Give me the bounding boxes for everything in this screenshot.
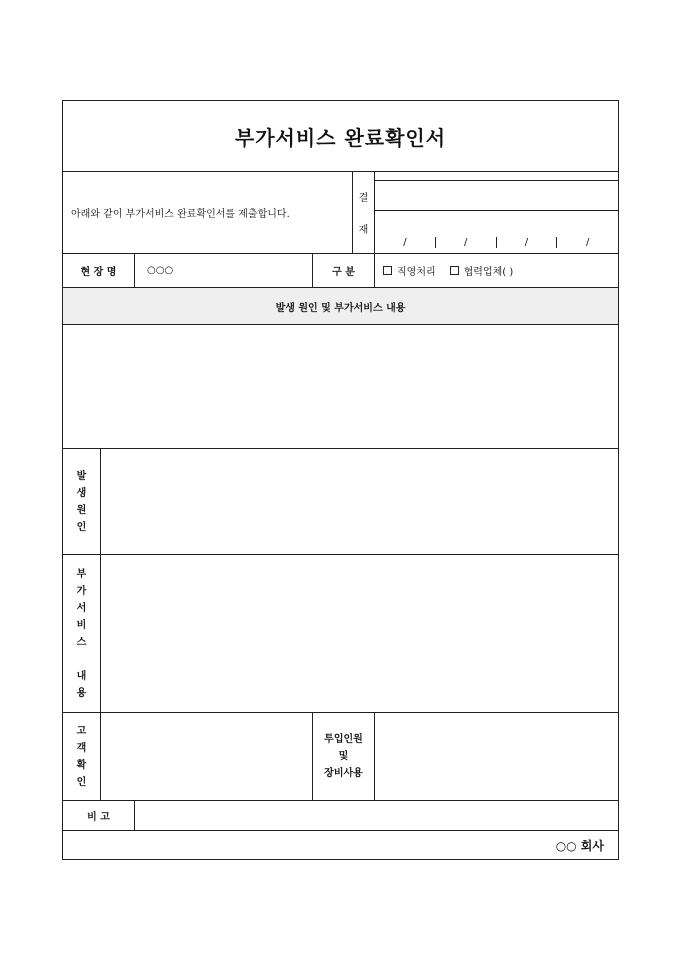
general-content-area[interactable] [63,325,618,448]
customer-label [63,713,101,800]
site-name-value[interactable]: ○○○ [135,254,313,287]
remarks-row [63,801,618,831]
division-options [375,254,618,287]
service-label-char: 부 [76,568,87,580]
general-content-row [63,325,618,449]
service-label-char: 비 [76,619,87,631]
customer-label-char: 객 [76,742,87,754]
approval-sign-cell[interactable] [375,210,436,211]
company-name: ○○ 회사 [555,838,604,853]
personnel-label-line: 및 [338,751,349,762]
approval-label-top: 결 [358,192,369,204]
partner-checkbox[interactable] [450,266,459,275]
customer-label-char: 확 [76,759,87,771]
title-row [63,101,618,172]
service-label-char: 용 [76,687,87,699]
direct-option-label: 직영처리 [397,267,436,278]
document-title: 부가서비스 완료확인서 [234,125,447,150]
customer-row [63,713,618,801]
intro-text: 아래와 같이 부가서비스 완료확인서를 제출합니다. [63,172,353,253]
service-row [63,555,618,713]
company-row [63,831,618,859]
customer-label-char: 인 [76,776,87,788]
approval-label [353,172,375,253]
cause-label-char: 원 [76,504,87,516]
approval-date-cell[interactable]: / [497,237,558,248]
direct-checkbox[interactable] [383,266,392,275]
approval-label-bottom: 재 [358,225,369,237]
intro-row [63,172,618,254]
approval-date-cell[interactable]: / [585,237,590,248]
approval-date-cell[interactable]: / [375,237,436,248]
service-label-char: 스 [76,636,87,648]
approval-name-cell[interactable] [557,180,618,181]
personnel-label-line: 장비사용 [324,768,363,779]
customer-confirm-area[interactable] [101,713,313,800]
site-name-label: 현 장 명 [63,254,135,287]
service-label-char: 내 [76,670,87,682]
cause-row [63,449,618,555]
approval-sign-cell[interactable] [436,210,497,211]
section-header: 발생 원인 및 부가서비스 내용 [63,288,618,324]
cause-label-char: 생 [76,487,87,499]
approval-date-cell[interactable]: / [436,237,497,248]
service-label [63,555,101,712]
approval-name-cell[interactable] [497,180,558,181]
approval-name-cell[interactable] [436,180,497,181]
approval-sign-cell[interactable] [557,210,618,211]
remarks-content-area[interactable] [135,801,618,830]
service-label-char: 가 [76,585,87,597]
personnel-label [313,713,375,800]
cause-label-char: 인 [76,521,87,533]
partner-option-label: 협력업체( ) [463,267,514,278]
personnel-label-line: 투입인원 [324,734,363,745]
cause-content-area[interactable] [101,449,618,554]
approval-sign-cell[interactable] [497,210,558,211]
remarks-label: 비 고 [63,801,135,830]
site-row [63,254,618,288]
service-label-char: 서 [76,602,87,614]
section-header-row [63,288,618,325]
approval-grid [375,172,618,253]
personnel-content-area[interactable] [375,713,618,800]
service-content-area[interactable] [101,555,618,712]
completion-form [62,100,619,860]
cause-label [63,449,101,554]
cause-label-char: 발 [76,470,87,482]
customer-label-char: 고 [76,725,87,737]
division-label: 구 분 [313,254,375,287]
approval-name-cell[interactable] [375,180,436,181]
